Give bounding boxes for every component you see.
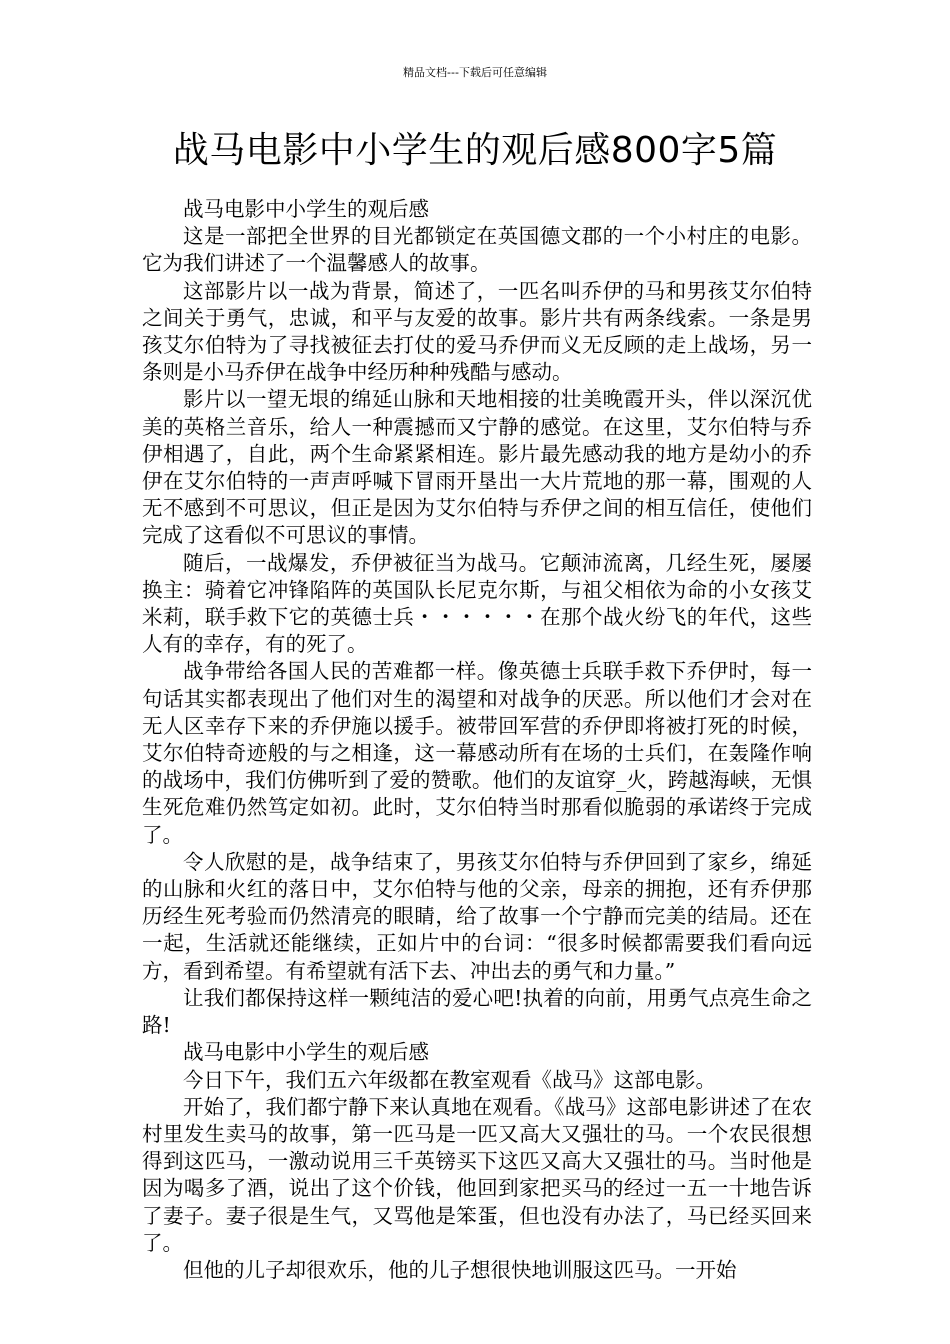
paragraph: 这是一部把全世界的目光都锁定在英国德文郡的一个小村庄的电影。它为我们讲述了一个温馨感人的故事。 bbox=[142, 224, 812, 276]
paragraph-section-heading: 战马电影中小学生的观后感 bbox=[183, 1040, 429, 1065]
paragraph: 战争带给各国人民的苦难都一样。像英德士兵联手救下乔伊时，每一句话其实都表现出了他们对生的渴望和对战争的厌恶。所以他们才会对在无人区幸存下来的乔伊施以援手。被带回军营的乔伊即将被打死的时候，艾尔伯特奇迹般的与之相逢，这一幕感动所有在场的士兵们，在轰隆作响的战场中，我们仿佛听到了爱的赞歌。他们的友谊穿_火，跨越海峡，无惧生死危难仍然笃定如初。此时，艾尔伯特当时那看似脆弱的承诺终于完成了。 bbox=[142, 659, 812, 847]
paragraph: 影片以一望无垠的绵延山脉和天地相接的壮美晚霞开头，伴以深沉优美的英格兰音乐，给人一种震撼而又宁静的感觉。在这里，艾尔伯特与乔伊相遇了，自此，两个生命紧紧相连。影片最先感动我的地方是幼小的乔伊在艾尔伯特的一声声呼喊下冒雨开垦出一大片荒地的那一幕，围观的人无不感到不可思议，但正是因为艾尔伯特与乔伊之间的相互信任，使他们完成了这看似不可思议的事情。 bbox=[142, 387, 812, 548]
document-body bbox=[142, 196, 812, 1284]
paragraph: 今日下午，我们五六年级都在教室观看《战马》这部电影。 bbox=[183, 1067, 716, 1092]
paragraph: 但他的儿子却很欢乐，他的儿子想很快地训服这匹马。一开始 bbox=[183, 1257, 737, 1282]
document-title: 战马电影中小学生的观后感800字5篇 bbox=[172, 130, 778, 171]
paragraph: 开始了，我们都宁静下来认真地在观看。《战马》这部电影讲述了在农村里发生卖马的故事，第一匹马是一匹又高大又强壮的马。一个农民很想得到这匹马，一激动说用三千英镑买下这匹又高大又强壮的马。当时他是因为喝多了酒，说出了这个价钱，他回到家把买马的经过一五一十地告诉了妻子。妻子很是生气，又骂他是笨蛋，但也没有办法了，马已经买回来了。 bbox=[142, 1094, 812, 1255]
page-header: 精品文档---下载后可任意编辑 bbox=[403, 66, 547, 79]
paragraph-section-heading: 战马电影中小学生的观后感 bbox=[183, 197, 429, 221]
paragraph: 这部影片以一战为背景，简述了，一匹名叫乔伊的马和男孩艾尔伯特之间关于勇气，忠诚，和平与友爱的故事。影片共有两条线索。一条是男孩艾尔伯特为了寻找被征去打仗的爱马乔伊而义无反顾的走上战场，另一条则是小马乔伊在战争中经历种种残酷与感动。 bbox=[142, 278, 812, 385]
paragraph: 随后，一战爆发，乔伊被征当为战马。它颠沛流离，几经生死，屡屡换主：骑着它冲锋陷阵的英国队长尼克尔斯，与祖父相依为命的小女孩艾米莉，联手救下它的英德士兵・・・・・・在那个战火纷飞的年代，这些人有的幸存，有的死了。 bbox=[142, 550, 812, 657]
paragraph: 令人欣慰的是，战争结束了，男孩艾尔伯特与乔伊回到了家乡，绵延的山脉和火红的落日中，艾尔伯特与他的父亲，母亲的拥抱，还有乔伊那历经生死考验而仍然清亮的眼睛，给了故事一个宁静而完美的结局。还在一起，生活就还能继续，正如片中的台词：“很多时候都需要我们看向远方，看到希望。有希望就有活下去、冲出去的勇气和力量。” bbox=[142, 849, 812, 983]
paragraph: 让我们都保持这样一颗纯洁的爱心吧!执着的向前，用勇气点亮生命之路! bbox=[142, 985, 812, 1038]
